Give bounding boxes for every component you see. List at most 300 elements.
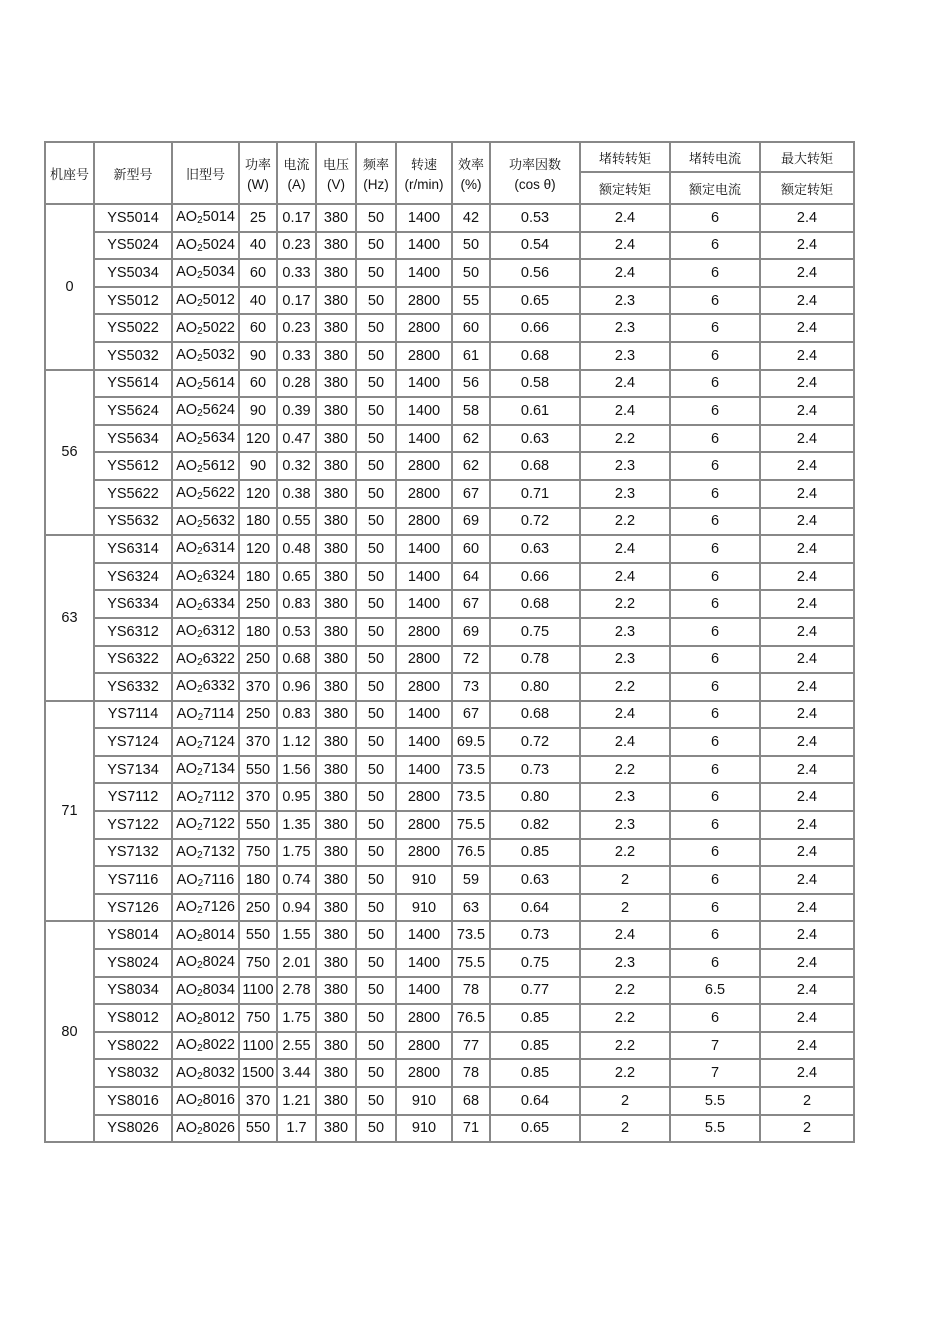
header-power-factor [490, 142, 580, 204]
power-factor-cell: 0.53 [490, 204, 580, 232]
table-row [45, 1059, 854, 1087]
frequency-cell: 50 [356, 618, 396, 646]
new-model-cell: YS5622 [94, 480, 172, 508]
power-factor-cell: 0.64 [490, 1087, 580, 1115]
locked-current-cell: 6 [670, 314, 760, 342]
locked-torque-cell: 2.2 [580, 1004, 670, 1032]
header-power-unit: (W) [247, 177, 269, 192]
table-body [45, 204, 854, 1142]
power-cell: 1100 [239, 1032, 277, 1060]
power-cell: 370 [239, 1087, 277, 1115]
old-model-number: 5632 [202, 512, 235, 529]
old-model-cell [172, 259, 239, 287]
frame-cell: 56 [45, 370, 94, 536]
power-factor-cell: 0.80 [490, 673, 580, 701]
power-cell: 550 [239, 921, 277, 949]
current-cell: 0.38 [277, 480, 316, 508]
old-model-cell [172, 232, 239, 260]
speed-cell: 910 [396, 1115, 452, 1143]
old-model-number: 6324 [202, 568, 235, 585]
power-factor-cell: 0.85 [490, 1004, 580, 1032]
new-model-cell: YS6332 [94, 673, 172, 701]
speed-cell: 1400 [396, 949, 452, 977]
old-model-cell [172, 287, 239, 315]
old-model-number: 6332 [202, 678, 235, 695]
table-row [45, 287, 854, 315]
max-torque-cell: 2.4 [760, 618, 854, 646]
table-row [45, 921, 854, 949]
locked-current-cell: 6 [670, 646, 760, 674]
current-cell: 0.23 [277, 314, 316, 342]
header-power-factor-name: 功率因数 [508, 158, 561, 173]
locked-current-cell: 6 [670, 397, 760, 425]
new-model-cell: YS6322 [94, 646, 172, 674]
old-model-number: 5024 [202, 236, 235, 253]
speed-cell: 2800 [396, 342, 452, 370]
power-factor-cell: 0.78 [490, 646, 580, 674]
header-frequency-unit: (Hz) [363, 177, 389, 192]
old-model-cell [172, 1032, 239, 1060]
max-torque-cell: 2.4 [760, 590, 854, 618]
power-cell: 60 [239, 370, 277, 398]
power-factor-cell: 0.68 [490, 452, 580, 480]
old-model-number: 5624 [202, 402, 235, 419]
header-voltage-unit: (V) [327, 177, 345, 192]
current-cell: 2.78 [277, 977, 316, 1005]
locked-current-cell: 7 [670, 1032, 760, 1060]
table-row [45, 1115, 854, 1143]
max-torque-cell: 2.4 [760, 314, 854, 342]
power-cell: 1500 [239, 1059, 277, 1087]
frequency-cell: 50 [356, 977, 396, 1005]
locked-torque-cell: 2 [580, 1115, 670, 1143]
efficiency-cell: 76.5 [452, 839, 490, 867]
current-cell: 0.68 [277, 646, 316, 674]
max-torque-cell: 2.4 [760, 839, 854, 867]
old-model-prefix: AO [176, 319, 198, 336]
voltage-cell: 380 [316, 1032, 356, 1060]
table-row [45, 839, 854, 867]
motor-spec-table [44, 141, 855, 1143]
old-model-cell [172, 728, 239, 756]
locked-torque-cell: 2.4 [580, 535, 670, 563]
locked-torque-cell: 2.4 [580, 370, 670, 398]
old-model-number: 5014 [202, 209, 235, 226]
power-cell: 370 [239, 728, 277, 756]
frequency-cell: 50 [356, 508, 396, 536]
old-model-prefix: AO [176, 540, 198, 557]
old-model-number: 6322 [202, 650, 235, 667]
locked-torque-cell: 2.4 [580, 397, 670, 425]
current-cell: 0.53 [277, 618, 316, 646]
old-model-prefix: AO [176, 871, 198, 888]
frequency-cell: 50 [356, 425, 396, 453]
speed-cell: 2800 [396, 480, 452, 508]
old-model-subscript: 2 [197, 325, 203, 337]
power-cell: 180 [239, 563, 277, 591]
locked-torque-cell: 2.2 [580, 1059, 670, 1087]
voltage-cell: 380 [316, 314, 356, 342]
frequency-cell: 50 [356, 535, 396, 563]
table-header [45, 142, 854, 204]
header-power-name: 功率 [244, 158, 271, 173]
old-model-cell [172, 397, 239, 425]
header-speed-unit: (r/min) [404, 177, 444, 192]
efficiency-cell: 76.5 [452, 1004, 490, 1032]
frequency-cell: 50 [356, 342, 396, 370]
power-cell: 60 [239, 314, 277, 342]
max-torque-cell: 2.4 [760, 811, 854, 839]
current-cell: 0.28 [277, 370, 316, 398]
efficiency-cell: 61 [452, 342, 490, 370]
power-factor-cell: 0.64 [490, 894, 580, 922]
voltage-cell: 380 [316, 701, 356, 729]
new-model-cell: YS6312 [94, 618, 172, 646]
speed-cell: 1400 [396, 425, 452, 453]
efficiency-cell: 67 [452, 701, 490, 729]
old-model-prefix: AO [176, 264, 198, 281]
header-frequency [356, 142, 396, 204]
old-model-cell [172, 314, 239, 342]
frequency-cell: 50 [356, 259, 396, 287]
current-cell: 0.17 [277, 287, 316, 315]
new-model-cell: YS7116 [94, 866, 172, 894]
locked-current-cell: 7 [670, 1059, 760, 1087]
frame-cell: 80 [45, 921, 94, 1142]
new-model-cell: YS5014 [94, 204, 172, 232]
new-model-cell: YS7124 [94, 728, 172, 756]
locked-torque-cell: 2.2 [580, 508, 670, 536]
locked-current-cell: 6 [670, 673, 760, 701]
table-row [45, 535, 854, 563]
old-model-prefix: AO [176, 595, 198, 612]
table-row [45, 342, 854, 370]
voltage-cell: 380 [316, 563, 356, 591]
max-torque-cell: 2.4 [760, 949, 854, 977]
table-row [45, 866, 854, 894]
current-cell: 0.74 [277, 866, 316, 894]
old-model-subscript: 2 [197, 436, 203, 448]
old-model-cell [172, 1115, 239, 1143]
header-locked-torque-bottom: 额定转矩 [580, 172, 670, 204]
old-model-cell [172, 894, 239, 922]
voltage-cell: 380 [316, 397, 356, 425]
locked-torque-cell: 2.2 [580, 1032, 670, 1060]
speed-cell: 1400 [396, 232, 452, 260]
old-model-subscript: 2 [197, 711, 204, 723]
frame-cell: 63 [45, 535, 94, 701]
old-model-cell [172, 949, 239, 977]
locked-current-cell: 6 [670, 728, 760, 756]
locked-torque-cell: 2.4 [580, 259, 670, 287]
locked-torque-cell: 2.3 [580, 314, 670, 342]
power-factor-cell: 0.63 [490, 425, 580, 453]
power-factor-cell: 0.71 [490, 480, 580, 508]
power-cell: 370 [239, 783, 277, 811]
old-model-subscript: 2 [197, 1015, 203, 1027]
max-torque-cell: 2.4 [760, 673, 854, 701]
old-model-subscript: 2 [197, 270, 203, 282]
efficiency-cell: 78 [452, 1059, 490, 1087]
old-model-cell [172, 508, 239, 536]
table-row [45, 259, 854, 287]
frequency-cell: 50 [356, 1115, 396, 1143]
new-model-cell: YS5032 [94, 342, 172, 370]
old-model-subscript: 2 [197, 1098, 203, 1110]
power-cell: 750 [239, 839, 277, 867]
current-cell: 0.23 [277, 232, 316, 260]
efficiency-cell: 75.5 [452, 949, 490, 977]
efficiency-cell: 73.5 [452, 756, 490, 784]
old-model-subscript: 2 [197, 656, 203, 668]
frequency-cell: 50 [356, 701, 396, 729]
voltage-cell: 380 [316, 480, 356, 508]
old-model-number: 8026 [202, 1119, 235, 1136]
old-model-cell [172, 646, 239, 674]
power-cell: 550 [239, 1115, 277, 1143]
old-model-number: 6312 [202, 623, 235, 640]
old-model-prefix: AO [176, 650, 198, 667]
old-model-number: 7116 [203, 871, 235, 888]
efficiency-cell: 69 [452, 508, 490, 536]
locked-torque-cell: 2.3 [580, 480, 670, 508]
old-model-number: 7124 [202, 733, 235, 750]
voltage-cell: 380 [316, 866, 356, 894]
max-torque-cell: 2.4 [760, 1004, 854, 1032]
current-cell: 0.83 [277, 590, 316, 618]
locked-current-cell: 6 [670, 701, 760, 729]
old-model-subscript: 2 [197, 380, 203, 392]
old-model-number: 5032 [202, 347, 235, 364]
current-cell: 0.55 [277, 508, 316, 536]
max-torque-cell: 2.4 [760, 1032, 854, 1060]
speed-cell: 910 [396, 1087, 452, 1115]
header-power-factor-unit: (cos θ) [514, 177, 556, 192]
new-model-cell: YS5022 [94, 314, 172, 342]
speed-cell: 1400 [396, 728, 452, 756]
frame-cell: 0 [45, 204, 94, 370]
locked-torque-cell: 2.4 [580, 204, 670, 232]
locked-torque-cell: 2 [580, 894, 670, 922]
header-voltage [316, 142, 356, 204]
old-model-subscript: 2 [197, 877, 204, 889]
old-model-prefix: AO [176, 899, 198, 916]
voltage-cell: 380 [316, 204, 356, 232]
new-model-cell: YS7112 [94, 783, 172, 811]
locked-current-cell: 5.5 [670, 1115, 760, 1143]
current-cell: 1.12 [277, 728, 316, 756]
new-model-cell: YS6334 [94, 590, 172, 618]
power-cell: 550 [239, 811, 277, 839]
header-efficiency [452, 142, 490, 204]
new-model-cell: YS7122 [94, 811, 172, 839]
old-model-prefix: AO [176, 1037, 198, 1054]
table-row [45, 480, 854, 508]
efficiency-cell: 62 [452, 452, 490, 480]
new-model-cell: YS8024 [94, 949, 172, 977]
max-torque-cell: 2.4 [760, 480, 854, 508]
power-factor-cell: 0.58 [490, 370, 580, 398]
power-factor-cell: 0.63 [490, 866, 580, 894]
old-model-prefix: AO [176, 1009, 198, 1026]
locked-torque-cell: 2 [580, 1087, 670, 1115]
locked-torque-cell: 2.3 [580, 646, 670, 674]
frequency-cell: 50 [356, 1059, 396, 1087]
old-model-prefix: AO [176, 761, 198, 778]
old-model-prefix: AO [176, 512, 198, 529]
table-row [45, 701, 854, 729]
header-current [277, 142, 316, 204]
speed-cell: 2800 [396, 839, 452, 867]
locked-current-cell: 6 [670, 425, 760, 453]
power-cell: 180 [239, 866, 277, 894]
old-model-number: 7134 [202, 761, 235, 778]
header-frequency-name: 频率 [362, 158, 389, 173]
old-model-number: 7126 [202, 899, 235, 916]
new-model-cell: YS8016 [94, 1087, 172, 1115]
power-factor-cell: 0.68 [490, 701, 580, 729]
speed-cell: 1400 [396, 921, 452, 949]
power-cell: 250 [239, 894, 277, 922]
power-factor-cell: 0.65 [490, 1115, 580, 1143]
locked-torque-cell: 2.3 [580, 452, 670, 480]
power-cell: 120 [239, 425, 277, 453]
old-model-subscript: 2 [197, 408, 203, 420]
frequency-cell: 50 [356, 1087, 396, 1115]
locked-torque-cell: 2.3 [580, 949, 670, 977]
max-torque-cell: 2.4 [760, 921, 854, 949]
speed-cell: 910 [396, 866, 452, 894]
efficiency-cell: 72 [452, 646, 490, 674]
frequency-cell: 50 [356, 232, 396, 260]
power-factor-cell: 0.77 [490, 977, 580, 1005]
new-model-cell: YS5012 [94, 287, 172, 315]
old-model-cell [172, 977, 239, 1005]
max-torque-cell: 2.4 [760, 783, 854, 811]
frequency-cell: 50 [356, 1004, 396, 1032]
frequency-cell: 50 [356, 756, 396, 784]
speed-cell: 1400 [396, 204, 452, 232]
old-model-cell [172, 811, 239, 839]
old-model-subscript: 2 [197, 463, 203, 475]
header-power [239, 142, 277, 204]
old-model-cell [172, 425, 239, 453]
max-torque-cell: 2 [760, 1087, 854, 1115]
old-model-prefix: AO [176, 374, 198, 391]
frequency-cell: 50 [356, 728, 396, 756]
header-locked-current-bottom: 额定电流 [670, 172, 760, 204]
frequency-cell: 50 [356, 480, 396, 508]
new-model-cell: YS8022 [94, 1032, 172, 1060]
table-row [45, 397, 854, 425]
power-factor-cell: 0.73 [490, 921, 580, 949]
voltage-cell: 380 [316, 756, 356, 784]
old-model-number: 7132 [202, 843, 235, 860]
max-torque-cell: 2.4 [760, 425, 854, 453]
old-model-prefix: AO [176, 236, 198, 253]
old-model-cell [172, 370, 239, 398]
voltage-cell: 380 [316, 1004, 356, 1032]
new-model-cell: YS5612 [94, 452, 172, 480]
speed-cell: 1400 [396, 259, 452, 287]
current-cell: 0.32 [277, 452, 316, 480]
locked-torque-cell: 2.4 [580, 232, 670, 260]
speed-cell: 910 [396, 894, 452, 922]
locked-current-cell: 6 [670, 618, 760, 646]
current-cell: 1.55 [277, 921, 316, 949]
max-torque-cell: 2.4 [760, 232, 854, 260]
old-model-cell [172, 590, 239, 618]
locked-torque-cell: 2.3 [580, 618, 670, 646]
speed-cell: 1400 [396, 397, 452, 425]
power-factor-cell: 0.56 [490, 259, 580, 287]
old-model-number: 8016 [202, 1092, 235, 1109]
locked-torque-cell: 2.4 [580, 563, 670, 591]
current-cell: 0.94 [277, 894, 316, 922]
old-model-subscript: 2 [197, 574, 203, 586]
header-efficiency-unit: (%) [460, 177, 482, 192]
power-factor-cell: 0.72 [490, 728, 580, 756]
frequency-cell: 50 [356, 811, 396, 839]
power-factor-cell: 0.85 [490, 1059, 580, 1087]
old-model-cell [172, 701, 239, 729]
old-model-subscript: 2 [197, 629, 203, 641]
power-cell: 40 [239, 232, 277, 260]
table-row [45, 1004, 854, 1032]
locked-current-cell: 6 [670, 590, 760, 618]
frequency-cell: 50 [356, 204, 396, 232]
voltage-cell: 380 [316, 508, 356, 536]
locked-current-cell: 6 [670, 508, 760, 536]
new-model-cell: YS8012 [94, 1004, 172, 1032]
old-model-number: 5612 [202, 457, 235, 474]
table-row [45, 728, 854, 756]
current-cell: 0.65 [277, 563, 316, 591]
current-cell: 0.95 [277, 783, 316, 811]
old-model-number: 5622 [202, 485, 235, 502]
header-speed-name: 转速 [410, 158, 437, 173]
frequency-cell: 50 [356, 894, 396, 922]
frequency-cell: 50 [356, 839, 396, 867]
max-torque-cell: 2.4 [760, 342, 854, 370]
old-model-cell [172, 756, 239, 784]
voltage-cell: 380 [316, 839, 356, 867]
old-model-cell [172, 563, 239, 591]
old-model-number: 5634 [202, 430, 235, 447]
table-row [45, 618, 854, 646]
voltage-cell: 380 [316, 949, 356, 977]
table-row [45, 783, 854, 811]
old-model-subscript: 2 [197, 739, 203, 751]
voltage-cell: 380 [316, 1087, 356, 1115]
old-model-subscript: 2 [197, 822, 203, 834]
frequency-cell: 50 [356, 370, 396, 398]
locked-current-cell: 6 [670, 1004, 760, 1032]
power-factor-cell: 0.68 [490, 590, 580, 618]
locked-torque-cell: 2.2 [580, 839, 670, 867]
locked-torque-cell: 2.2 [580, 590, 670, 618]
old-model-subscript: 2 [197, 905, 203, 917]
locked-torque-cell: 2.2 [580, 673, 670, 701]
efficiency-cell: 67 [452, 480, 490, 508]
speed-cell: 2800 [396, 1004, 452, 1032]
new-model-cell: YS7132 [94, 839, 172, 867]
old-model-subscript: 2 [197, 960, 203, 972]
frequency-cell: 50 [356, 452, 396, 480]
locked-current-cell: 6 [670, 866, 760, 894]
efficiency-cell: 69.5 [452, 728, 490, 756]
power-factor-cell: 0.66 [490, 563, 580, 591]
